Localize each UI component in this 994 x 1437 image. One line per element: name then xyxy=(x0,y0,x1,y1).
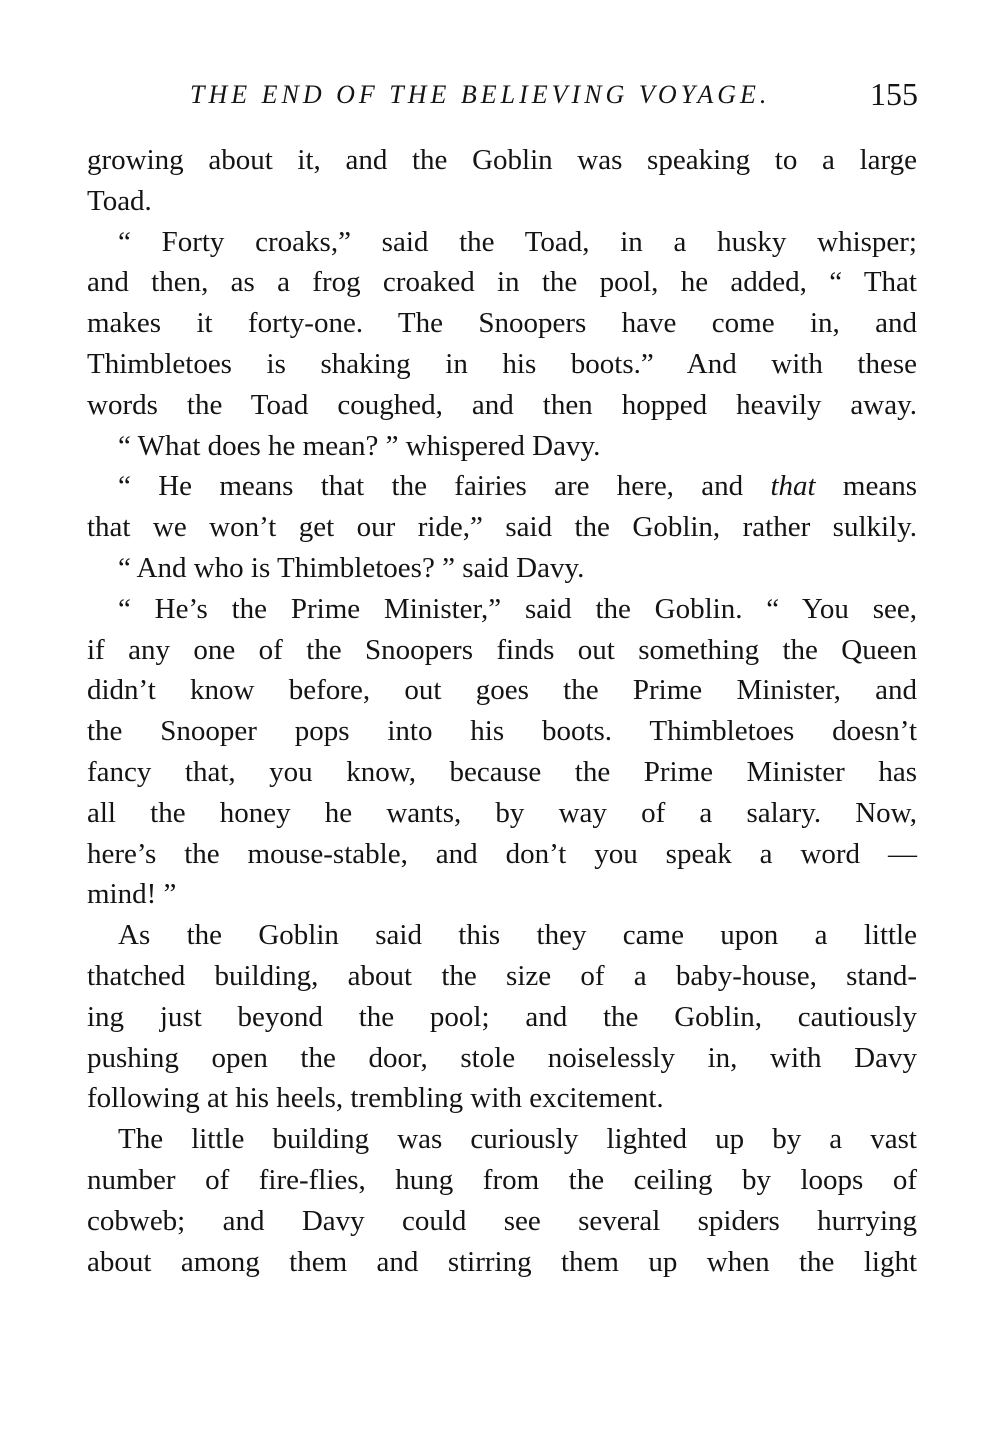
text-line: if any one of the Snoopers finds out something the Queen xyxy=(87,633,917,666)
text-line: “ He’s the Prime Minister,” said the Goblin. “ You see, xyxy=(118,592,917,625)
text-line: the Snooper pops into his boots. Thimbletoes doesn’t xyxy=(87,715,917,748)
text-line: “ Forty croaks,” said the Toad, in a husky whisper; xyxy=(118,225,917,258)
text-line-with-italic xyxy=(87,466,917,507)
page-number: 155 xyxy=(870,76,918,112)
text-line: here’s the mouse-stable, and don’t you speak a word — xyxy=(87,837,917,870)
running-head: THE END OF THE BELIEVING VOYAGE. xyxy=(190,80,771,109)
text-line: Thimbletoes is shaking in his boots.” And with these xyxy=(87,347,917,380)
text-line: about among them and stirring them up when the light xyxy=(87,1245,917,1278)
text-line: makes it forty-one. The Snoopers have come in, and xyxy=(87,307,917,340)
text-line: following at his heels, trembling with excitement. xyxy=(87,1082,664,1115)
text-line: “ What does he mean? ” whispered Davy. xyxy=(118,429,601,462)
text-segment: means xyxy=(815,470,917,503)
text-line: growing about it, and the Goblin was speaking to a large xyxy=(87,144,917,176)
text-line: didn’t know before, out goes the Prime Minister, and xyxy=(87,674,917,707)
text-line: number of fire-flies, hung from the ceiling by loops of xyxy=(87,1163,917,1196)
text-line: words the Toad coughed, and then hopped heavily away. xyxy=(87,388,917,421)
text-line: cobweb; and Davy could see several spiders hurrying xyxy=(87,1204,917,1237)
text-line: The little building was curiously lighted up by a vast xyxy=(118,1123,917,1156)
text-line: ing just beyond the pool; and the Goblin, cautiously xyxy=(87,1000,917,1033)
text-segment: “ He means that the fairies are here, and xyxy=(118,470,771,503)
text-line: that we won’t get our ride,” said the Goblin, rather sulkily. xyxy=(87,511,917,544)
italic-word: that xyxy=(770,470,816,503)
text-line: pushing open the door, stole noiselessly in, with Davy xyxy=(87,1041,917,1074)
text-line: “ And who is Thimbletoes? ” said Davy. xyxy=(118,551,585,584)
text-line: thatched building, about the size of a baby-house, stand- xyxy=(87,959,917,992)
text-line: fancy that, you know, because the Prime Minister has xyxy=(87,755,917,788)
text-line: all the honey he wants, by way of a salary. Now, xyxy=(87,796,917,829)
text-line: Toad. xyxy=(87,184,152,217)
body-text xyxy=(87,140,917,1282)
text-line: As the Goblin said this they came upon a little xyxy=(118,919,917,952)
page-header xyxy=(0,72,994,122)
text-line: and then, as a frog croaked in the pool, he added, “ That xyxy=(87,266,917,299)
text-line: mind! ” xyxy=(87,878,177,911)
